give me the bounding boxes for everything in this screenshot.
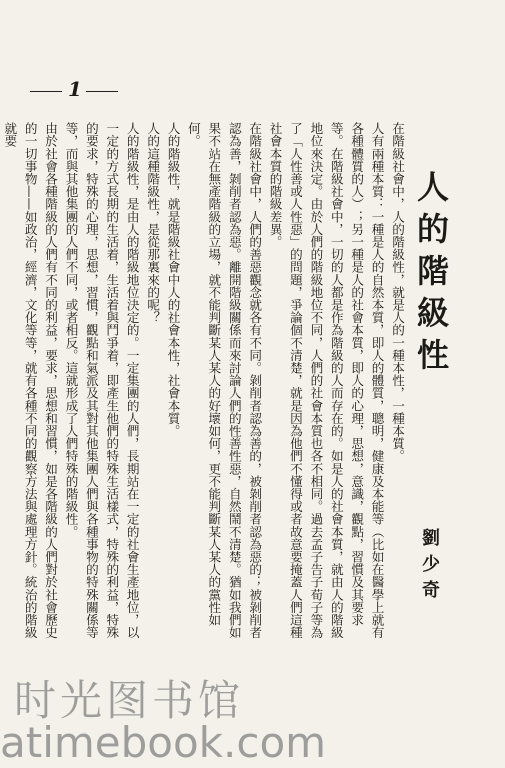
page-number: 1	[68, 77, 82, 101]
watermark-chinese: 时光图书馆	[14, 676, 245, 725]
page-number-rule-left	[30, 91, 62, 92]
paragraph-4: 人的階級性，就是階級社會中人的社會本性，社會本質。	[165, 122, 181, 437]
paragraph-6: 人的階級性，是由人的階級地位決定的。一定集團的人們，長期站在一定的社會生產地位，以一定的方式長期的生活着，生活着與鬥爭着，即產生他們的特殊生活樣式，特殊的利益，特殊的要求，特殊的心理，思想，習慣，觀點和氣派及其對其他集團人們與各種事物的特殊關係等等，而與其他集團的人們不同，或者相反。這就形成了人們特殊的階級性。	[63, 122, 140, 639]
paragraph-3: 在階級社會中，人們的善惡觀念就各有不同。剝削者認為善的，被剝削者認為惡的；被剝削者認為善，剝削者認為惡。離開階級關係而來討論人們的性善性惡，自然鬧不清楚。猶如我們如果不站在無產階級的立場，就不能判斷某人某人的好壞如何，更不能判斷某人某人的黨性如何。	[185, 122, 263, 639]
article-title: 人的階級性	[412, 170, 450, 380]
paragraph-7: 由於社會各種階級的人們有不同的利益，要求，思想和習慣，如是各階級的人們對於社會歷史的一切事物——如政治，經濟，文化等等，就有各種不同的觀察方法與處理方針。統治的階級就要	[2, 122, 59, 639]
author-name: 劉少奇	[419, 528, 440, 606]
watermark	[0, 668, 505, 768]
paragraph-5: 人的這種階級性，是從那裏來的呢？	[145, 122, 161, 324]
page-number-header	[30, 77, 120, 102]
paragraph-1: 在階級社會中，人的階級性，就是人的一種本性，一種本質。	[390, 122, 405, 463]
article-body	[2, 122, 407, 642]
watermark-url: atimebook.com	[0, 718, 327, 767]
page-number-rule-right	[86, 91, 118, 92]
paragraph-2: 人有兩種本質：一種是人的自然本質，即人的體質，聰明，健康及本能等（比如在醫學上就有各種體質的人）；另一種是人的社會本質，即人的心理，思想，意識，觀點，習慣及其要求等。在階級社會中，一切的人都是作為階級的人而存在的。如是人的社會本質，就由人的階級地位來決定。由於人們的階級地位不同，人們的社會本質也各不相同。過去孟子告子荀子等為了「人性善或人性惡」的問題，爭論個不清楚，就是因為他們不懂得或者故意要掩蓋人們這種社會本質的階級差異。	[267, 122, 385, 639]
